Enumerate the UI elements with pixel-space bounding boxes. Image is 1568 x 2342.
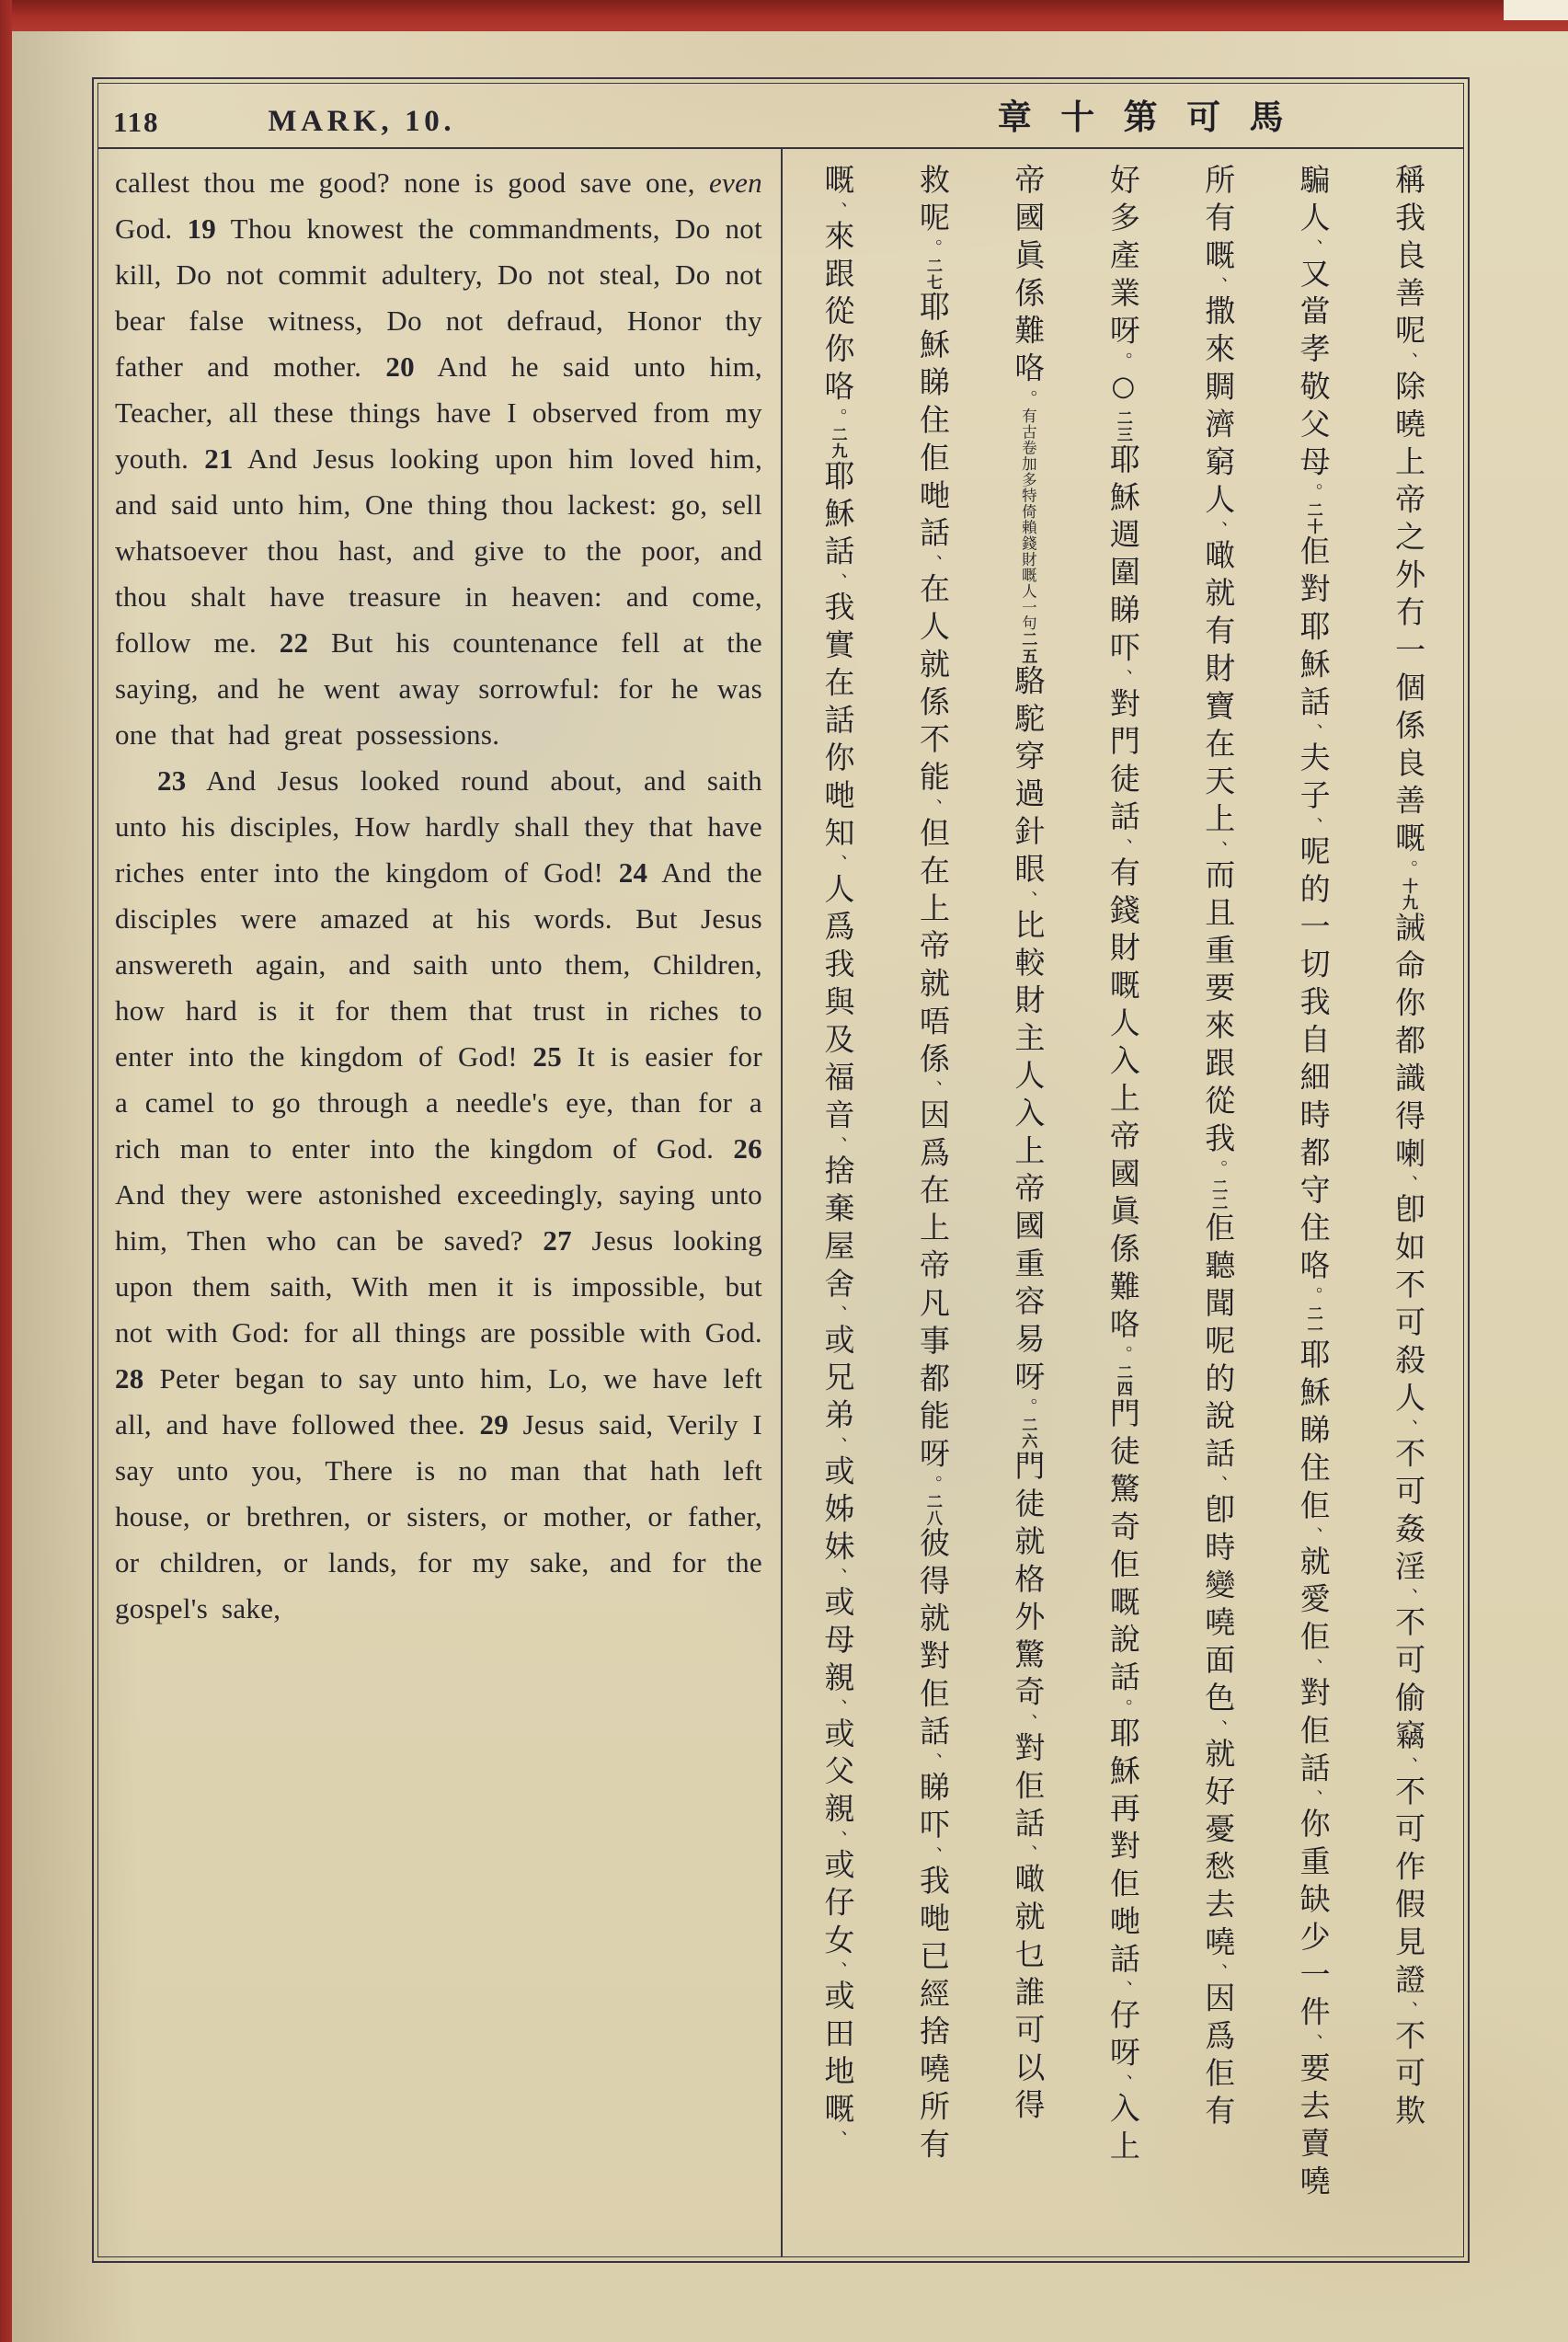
cjk-punctuation: 、 <box>1112 669 1134 688</box>
cjk-punctuation: 、 <box>827 1136 849 1155</box>
verse-text: even <box>708 166 762 199</box>
chinese-column-text: 騙人、又當孝敬父母。二十佢對耶穌話、夫子、呢的一切我自細時都守住咯。二一耶穌睇住佢、就愛佢、對佢話、你重缺少一件、要去賣嘵 <box>1295 164 1332 2203</box>
cjk-punctuation: 、 <box>827 1436 849 1455</box>
verse-number: 26 <box>733 1132 762 1165</box>
cjk-punctuation: 、 <box>827 854 849 873</box>
chinese-column <box>1171 164 1265 2240</box>
cjk-punctuation: 、 <box>1302 1658 1324 1677</box>
cjk-punctuation: 、 <box>1017 1844 1039 1864</box>
chinese-column-text: 所有嘅、撒來賙濟窮人、噉就有財寶在天上、而且重要來跟從我。二二佢聽聞呢的說話、卽時變嘵面色、就好憂愁去嘵、因爲佢有 <box>1200 164 1237 2132</box>
photo-corner-artifact <box>1504 0 1568 20</box>
page-frame-inner <box>97 83 1464 2257</box>
verse-number-marker: 二五 <box>1018 631 1037 665</box>
verse-text: Jesus looking upon them saith, With men it is impossible, but not with God: for all things are possible with God. <box>115 1224 762 1349</box>
book-title-english: MARK, 10. <box>268 105 456 138</box>
verse-number-marker: 二七 <box>922 257 942 292</box>
book-cover-edge-left <box>0 0 12 2342</box>
chinese-column-text: 好多產業呀。○二三耶穌週圍睇吓、對門徒話、有錢財嘅人入上帝國眞係難咯。二四門徒驚奇佢嘅說話。耶穌再對佢哋話、仔呀、入上 <box>1104 164 1141 2168</box>
cjk-punctuation: 、 <box>1302 723 1324 742</box>
book-title-chinese: 章十第可馬 <box>997 98 1312 137</box>
verse-number-marker: 二六 <box>1018 1416 1037 1451</box>
verse-number: 27 <box>543 1224 572 1257</box>
page-header <box>98 84 1463 149</box>
cjk-punctuation: 。 <box>1112 1698 1134 1717</box>
textual-note: 有古卷加多特倚賴錢財嘅人一句 <box>1019 408 1037 631</box>
verse-text: And the disciples were amazed at his words. But Jesus answereth again, and saith unto them, Children, how hard is it for them that trust in riches to enter into the kingdom of God! <box>115 856 762 1073</box>
cjk-punctuation: 、 <box>827 1304 849 1324</box>
cjk-punctuation: 。 <box>921 238 944 258</box>
chinese-column <box>980 164 1075 2240</box>
cjk-punctuation: 、 <box>1017 890 1039 909</box>
verse-number-marker: 二十 <box>1303 501 1322 535</box>
cjk-punctuation: 。 <box>1302 483 1324 502</box>
page-number: 118 <box>113 106 160 138</box>
verse-paragraph <box>115 160 762 758</box>
cjk-punctuation: 。 <box>921 1475 944 1494</box>
cjk-punctuation: 、 <box>1302 816 1324 835</box>
book-cover-edge-top <box>0 0 1568 31</box>
verse-text: God. <box>115 212 188 245</box>
cjk-punctuation: 。 <box>1398 859 1420 878</box>
cjk-punctuation: 、 <box>1207 276 1230 295</box>
verse-text: And he said unto him, Teacher, all these things have I observed from my youth. <box>115 350 762 475</box>
verse-text: And Jesus looked round about, and saith unto his disciples, How hardly shall they that have riches enter into the kingdom of God! <box>115 764 762 889</box>
cjk-punctuation: 、 <box>827 572 849 591</box>
verse-number-marker: 二九 <box>828 426 847 460</box>
cjk-punctuation: 、 <box>1302 1526 1324 1545</box>
cjk-punctuation: 、 <box>1302 2033 1324 2052</box>
page-frame <box>92 77 1470 2263</box>
verse-number: 19 <box>187 212 217 245</box>
cjk-punctuation: 、 <box>921 554 944 573</box>
verse-text: But his countenance fell at the saying, and he went away sorrowful: for he was one that had great possessions. <box>115 626 762 751</box>
verse-text: Thou knowest the commandments, Do not kill, Do not commit adultery, Do not steal, Do not bear false witness, Do not defraud, Honor thy father and mother. <box>115 212 762 383</box>
cjk-punctuation: 、 <box>1112 837 1134 856</box>
verse-number: 21 <box>204 442 234 475</box>
verse-number-marker: 二一 <box>1303 1304 1322 1339</box>
cjk-punctuation: 、 <box>827 2130 849 2149</box>
chinese-column <box>885 164 979 2240</box>
chinese-column-text: 救呢。二七耶穌睇住佢哋話、在人就係不能、但在上帝就唔係、因爲在上帝凡事都能呀。二八彼得就對佢話、睇吓、我哋已經捨嘵所有 <box>914 164 951 2166</box>
chinese-column-text: 稱我良善呢、除曉上帝之外冇一個係良善嘅。十九誡命你都識得喇、卽如不可殺人、不可姦淫、不可偷竊、不可作假見證、不可欺 <box>1391 164 1427 2132</box>
cjk-punctuation: 、 <box>1112 1980 1134 1999</box>
chinese-column-text: 帝國眞係難咯。有古卷加多特倚賴錢財嘅人一句二五駱駝穿過針眼、比較財主人入上帝國重容易呀。二六門徒就格外驚奇、對佢話、噉就乜誰可以得 <box>1010 164 1047 2127</box>
cjk-punctuation: 、 <box>921 1080 944 1099</box>
cjk-punctuation: 。 <box>1112 1345 1134 1364</box>
cjk-punctuation: 、 <box>827 1961 849 1980</box>
cjk-punctuation: 。 <box>1017 389 1039 408</box>
verse-number-marker: 二三 <box>1113 409 1132 443</box>
chinese-column <box>1075 164 1170 2240</box>
cjk-punctuation: 、 <box>827 1567 849 1587</box>
chinese-column <box>1361 164 1456 2240</box>
chinese-column <box>1265 164 1360 2240</box>
verse-number: 25 <box>532 1040 563 1073</box>
cjk-punctuation: 。 <box>1112 351 1134 371</box>
cjk-punctuation: 、 <box>1207 1718 1230 1738</box>
cjk-punctuation: 、 <box>1207 840 1230 859</box>
verse-text: It is easier for a camel to go through a needle's eye, than for a rich man to enter into the kingdom of God. <box>115 1040 762 1165</box>
cjk-punctuation: 、 <box>1207 1963 1230 1982</box>
cjk-punctuation: 。 <box>1207 1159 1230 1178</box>
verse-number-marker: 二二 <box>1208 1177 1228 1212</box>
cjk-punctuation: 、 <box>1398 2001 1420 2020</box>
paragraph-mark: ○ <box>1106 370 1139 410</box>
verse-number: 29 <box>479 1408 509 1441</box>
chinese-text-column <box>783 149 1463 2256</box>
cjk-punctuation: 、 <box>1302 238 1324 258</box>
chinese-column <box>790 164 885 2240</box>
cjk-punctuation: 、 <box>921 1752 944 1772</box>
verse-paragraph <box>115 758 762 1632</box>
cjk-punctuation: 、 <box>1398 1418 1420 1438</box>
verse-number-marker: 十九 <box>1399 878 1418 912</box>
verse-text: And Jesus looking upon him loved him, and said unto him, One thing thou lackest: go, sell whatsoever thou hast, and give to the poor, and thou shalt have treasure in heaven: and come, follow me. <box>115 442 763 659</box>
verse-text: Peter began to say unto him, Lo, we have left all, and have followed thee. <box>115 1362 762 1441</box>
cjk-punctuation: 、 <box>1017 1713 1039 1732</box>
cjk-punctuation: 。 <box>827 408 849 427</box>
verse-number: 28 <box>115 1362 144 1395</box>
english-text-column <box>98 149 781 2256</box>
cjk-punctuation: 、 <box>1112 2073 1134 2093</box>
verse-number: 24 <box>618 856 648 889</box>
cjk-punctuation: 、 <box>1207 521 1230 540</box>
verse-number: 22 <box>279 626 309 659</box>
chinese-column-text: 嘅、來跟從你咯。二九耶穌話、我實在話你哋知、人爲我與及福音、捨棄屋舍、或兄弟、或姊妹、或母親、或父親、或仔女、或田地嘅、 <box>819 164 856 2149</box>
cjk-punctuation: 、 <box>1398 1588 1420 1607</box>
verse-number-marker: 二四 <box>1113 1363 1132 1398</box>
verse-text: Jesus said, Verily I say unto you, There is no man that hath left house, or brethren, or sisters, or mother, or father, or children, or lands, for my sake, and for the gospel's sake, <box>115 1408 762 1624</box>
cjk-punctuation: 、 <box>1302 1789 1324 1808</box>
cjk-punctuation: 。 <box>1017 1397 1039 1417</box>
cjk-punctuation: 、 <box>827 201 849 220</box>
verse-number: 20 <box>385 350 415 383</box>
cjk-punctuation: 、 <box>827 1830 849 1849</box>
cjk-punctuation: 、 <box>1207 1475 1230 1494</box>
cjk-punctuation: 、 <box>1398 1175 1420 1194</box>
verse-number-marker: 二八 <box>922 1493 942 1527</box>
cjk-punctuation: 。 <box>1302 1286 1324 1305</box>
cjk-punctuation: 、 <box>921 798 944 817</box>
cjk-punctuation: 、 <box>827 1698 849 1717</box>
verse-text: And they were astonished exceedingly, saying unto him, Then who can be saved? <box>115 1178 762 1257</box>
cjk-punctuation: 、 <box>1398 1756 1420 1775</box>
verse-number: 23 <box>157 764 187 797</box>
page-body <box>98 149 1463 2256</box>
cjk-punctuation: 、 <box>1398 351 1420 371</box>
cjk-punctuation: 、 <box>921 1846 944 1865</box>
verse-text: callest thou me good? none is good save one, <box>115 166 709 199</box>
